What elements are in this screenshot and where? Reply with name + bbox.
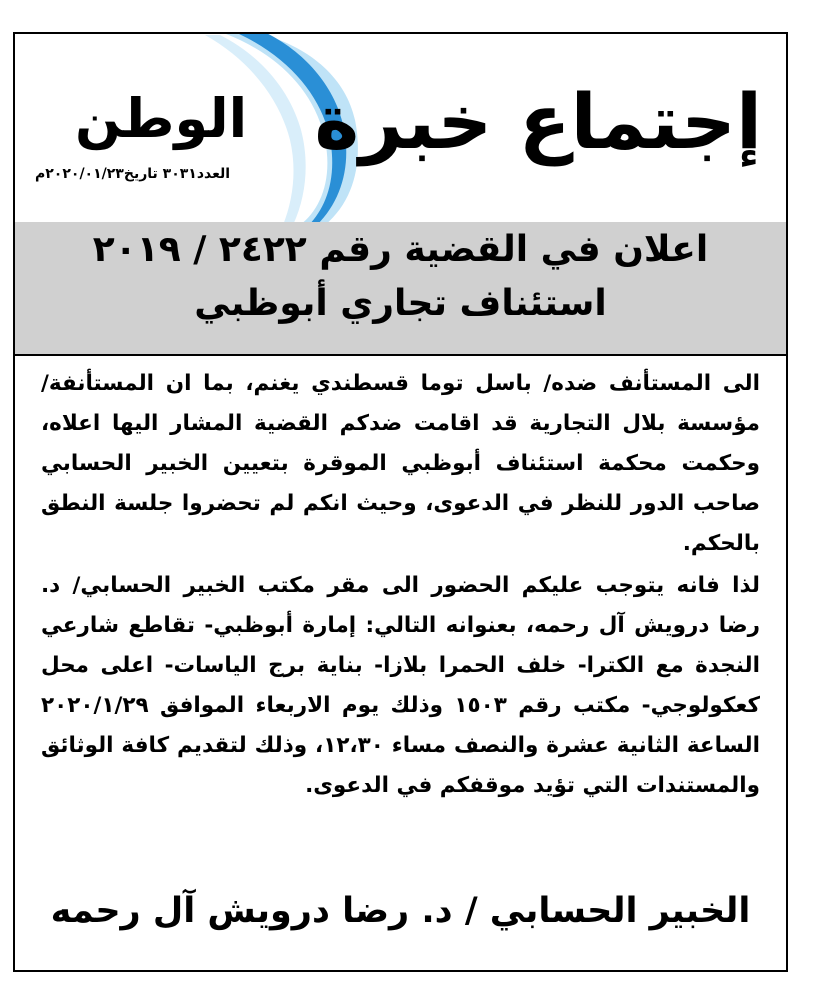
notice-paragraph-2: لذا فانه يتوجب عليكم الحضور الى مقر مكتب الخبير الحسابي/ د. رضا درويش آل رحمه، بعنوانه التالي: إمارة أبوظبي- تقاطع شارعي النجدة مع الكترا- خلف الحمرا بلازا- بناية برج الياسات- اعلى محل كعكولوجي- مكتب رقم ١٥٠٣ وذلك يوم الاربعاء الموافق ٢٠٢٠/١/٢٩ الساعة الثانية عشرة والنصف مساء ١٢،٣٠، وذلك لتقديم كافة الوثائق والمستندات التي تؤيد موقفكم في الدعوى. [41,573,761,798]
case-banner [15,222,786,354]
notice-body [15,354,786,972]
court-name: استئناف تجاري أبوظبي [194,283,607,324]
notice-paragraph-1: الى المستأنف ضده/ باسل توما قسطندي يغنم، بما ان المستأنفة/ مؤسسة بلال التجارية قد اقامت ضدكم القضية المشار اليها اعلاه، وحكمت محكمة استئناف أبوظبي الموقرة بتعيين الخبير الحسابي صاحب الدور للنظر في الدعوى، وحيث انكم لم تحضروا جلسة النطق بالحكم. [41,371,760,556]
case-title: اعلان في القضية رقم ٢٤٢٢ / ٢٠١٩ [92,229,709,270]
newspaper-brand: الوطن [75,87,248,150]
issue-number-date: العدد٣٠٣١ تاريخ٢٠٢٠/٠١/٢٣م [35,166,231,182]
ad-header [15,34,786,222]
advertisement-frame [13,32,788,972]
signature: الخبير الحسابي / د. رضا درويش آل رحمه [50,891,751,931]
headline-title: إجتماع خبرة [314,77,762,166]
